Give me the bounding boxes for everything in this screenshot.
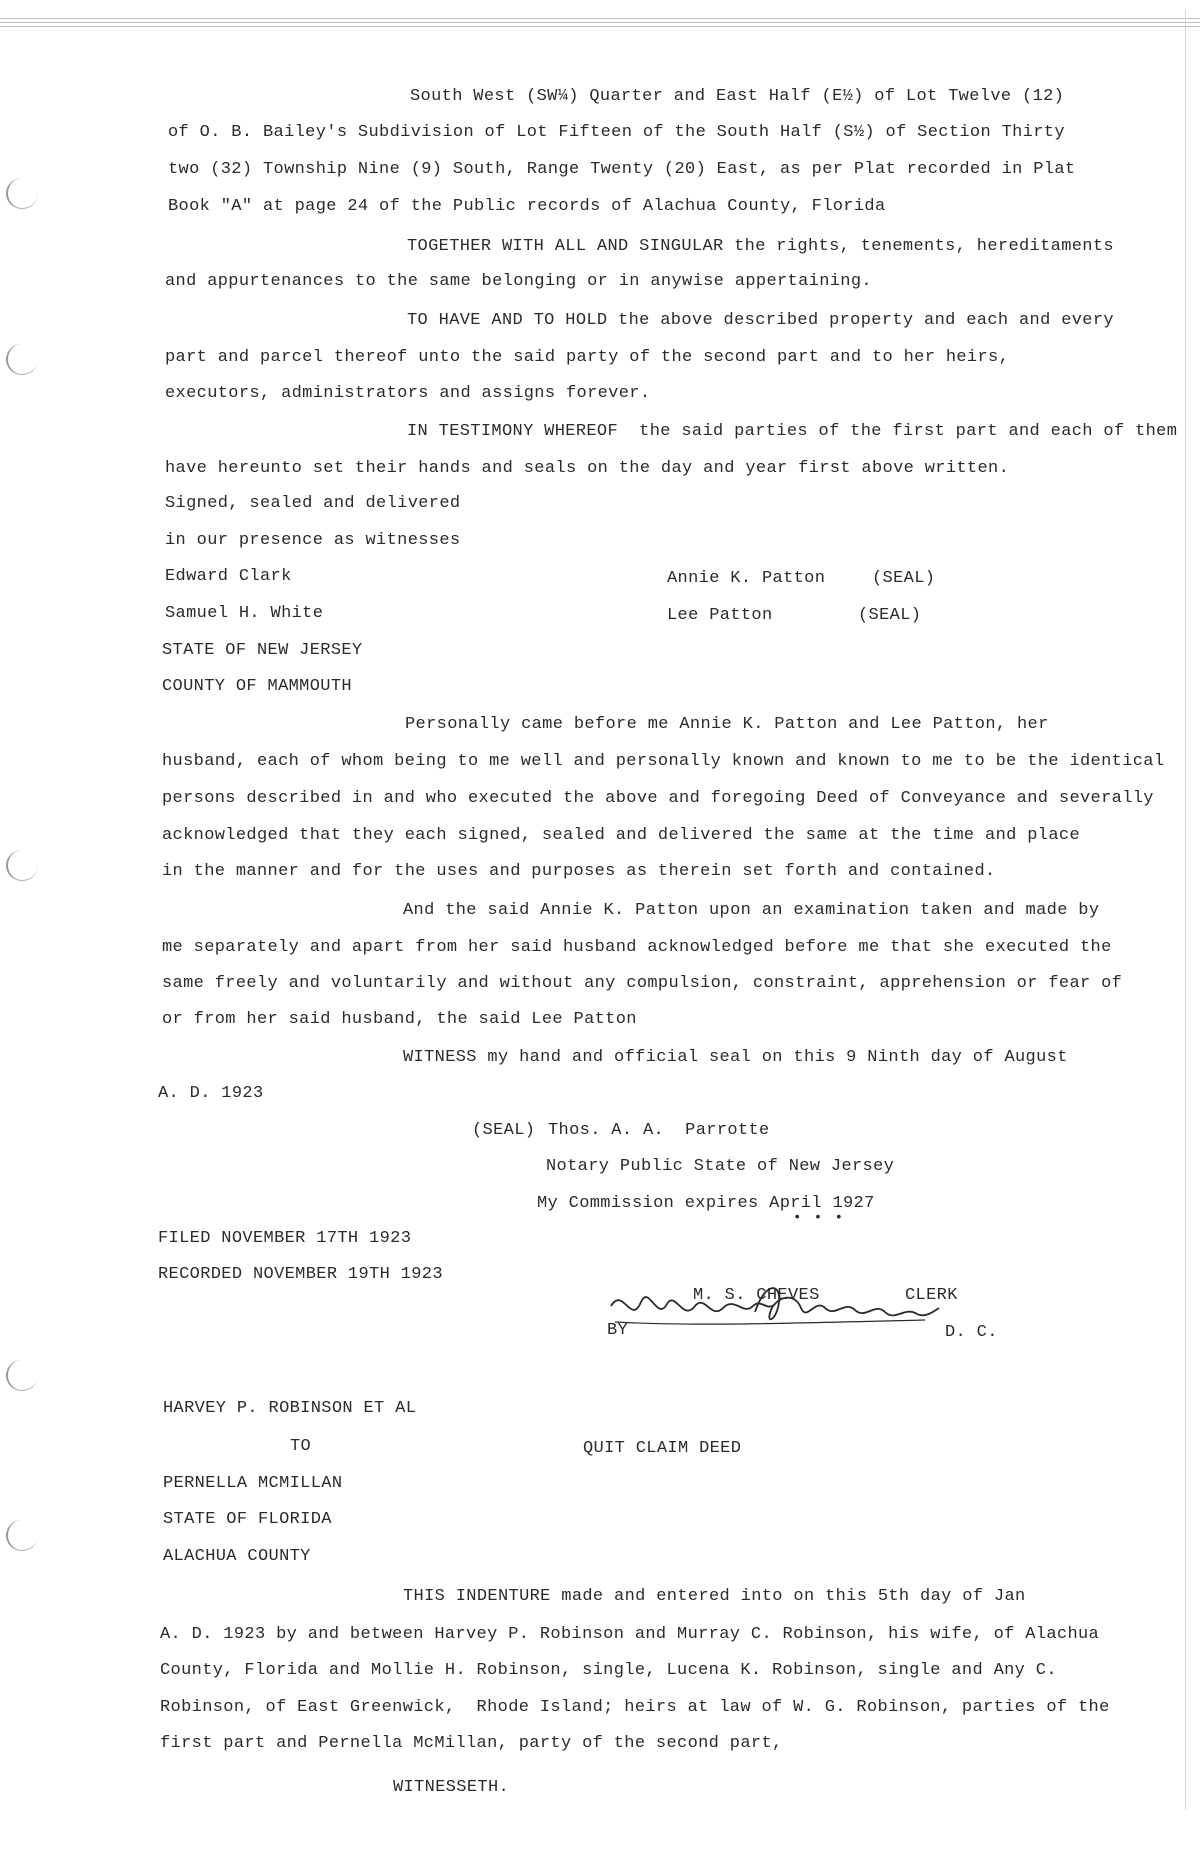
- acknowledgment-line: in the manner and for the uses and purposes as therein set forth and contained.: [162, 862, 996, 881]
- together-line: and appurtenances to the same belonging or in anywise appertaining.: [165, 272, 872, 291]
- notary-seal: (SEAL): [472, 1121, 536, 1140]
- binder-hole: [6, 850, 38, 881]
- notary-name: Thos. A. A. Parrotte: [548, 1121, 770, 1140]
- deputy-clerk-label: D. C.: [945, 1323, 998, 1342]
- venue-state: STATE OF FLORIDA: [163, 1510, 332, 1529]
- witness-date-line: A. D. 1923: [158, 1084, 264, 1103]
- venue-state: STATE OF NEW JERSEY: [162, 641, 363, 660]
- witness-hand-line: WITNESS my hand and official seal on this 9 Ninth day of August: [403, 1048, 1068, 1067]
- seal-mark: (SEAL): [872, 569, 936, 588]
- indenture-line: A. D. 1923 by and between Harvey P. Robinson and Murray C. Robinson, his wife, of Alachua: [160, 1625, 1100, 1644]
- testimony-line: have hereunto set their hands and seals on the day and year first above written.: [165, 459, 1010, 478]
- property-line: of O. B. Bailey's Subdivision of Lot Fifteen of the South Half (S½) of Section Thirty: [168, 123, 1065, 142]
- habendum-line: part and parcel thereof unto the said party of the second part and to her heirs,: [165, 348, 1010, 367]
- witness-name: Edward Clark: [165, 567, 292, 586]
- top-border-line: [0, 26, 1200, 27]
- notary-commission: My Commission expires April 1927: [537, 1194, 875, 1213]
- acknowledgment-line: husband, each of whom being to me well and personally known and known to me to be the identical: [162, 752, 1165, 771]
- seal-mark: (SEAL): [858, 606, 922, 625]
- examination-line: me separately and apart from her said husband acknowledged before me that she executed the: [162, 938, 1112, 957]
- top-border-line: [0, 18, 1200, 19]
- clerk-name: M. S. CHEVES: [693, 1286, 820, 1305]
- grantee-caption: PERNELLA MCMILLAN: [163, 1474, 343, 1493]
- acknowledgment-line: persons described in and who executed the above and foregoing Deed of Conveyance and severally: [162, 789, 1154, 808]
- examination-line: same freely and voluntarily and without any compulsion, constraint, apprehension or fear of: [162, 974, 1123, 993]
- notary-title: Notary Public State of New Jersey: [546, 1157, 895, 1176]
- binder-hole: [6, 1360, 38, 1391]
- habendum-line: TO HAVE AND TO HOLD the above described property and each and every: [407, 311, 1114, 330]
- testimony-line: IN TESTIMONY WHEREOF the said parties of the first part and each of them: [407, 422, 1178, 441]
- filed-stamp: FILED NOVEMBER 17TH 1923: [158, 1229, 412, 1248]
- indenture-line: County, Florida and Mollie H. Robinson, single, Lucena K. Robinson, single and Any C.: [160, 1661, 1057, 1680]
- examination-line: And the said Annie K. Patton upon an examination taken and made by: [403, 901, 1100, 920]
- property-line: two (32) Township Nine (9) South, Range Twenty (20) East, as per Plat recorded in Plat: [168, 160, 1076, 179]
- ornament-dots: • • •: [793, 1210, 846, 1226]
- by-label: BY: [607, 1321, 629, 1340]
- top-border-line: [0, 22, 1200, 23]
- indenture-line: Robinson, of East Greenwick, Rhode Island; heirs at law of W. G. Robinson, parties of the: [160, 1698, 1110, 1717]
- clerk-title: CLERK: [905, 1286, 958, 1305]
- indenture-line: first part and Pernella McMillan, party of the second part,: [160, 1734, 783, 1753]
- binder-hole: [6, 178, 38, 209]
- grantor-caption: HARVEY P. ROBINSON ET AL: [163, 1399, 417, 1418]
- acknowledgment-line: acknowledged that they each signed, sealed and delivered the same at the time and place: [162, 826, 1080, 845]
- grantor-signature: Annie K. Patton: [667, 569, 826, 588]
- witness-intro: Signed, sealed and delivered: [165, 494, 461, 513]
- indenture-line: THIS INDENTURE made and entered into on this 5th day of Jan: [403, 1587, 1026, 1606]
- document-type: QUIT CLAIM DEED: [583, 1439, 742, 1458]
- habendum-line: executors, administrators and assigns forever.: [165, 384, 651, 403]
- together-line: TOGETHER WITH ALL AND SINGULAR the rights, tenements, hereditaments: [407, 237, 1114, 256]
- binder-hole: [6, 344, 38, 375]
- grantor-signature: Lee Patton: [667, 606, 773, 625]
- to-caption: TO: [290, 1437, 312, 1456]
- venue-county: ALACHUA COUNTY: [163, 1547, 311, 1566]
- binder-hole: [6, 1520, 38, 1551]
- handwritten-signature: [605, 1282, 945, 1332]
- venue-county: COUNTY OF MAMMOUTH: [162, 677, 352, 696]
- acknowledgment-line: Personally came before me Annie K. Patton and Lee Patton, her: [405, 715, 1049, 734]
- property-line: Book "A" at page 24 of the Public records of Alachua County, Florida: [168, 197, 886, 216]
- recorded-stamp: RECORDED NOVEMBER 19TH 1923: [158, 1265, 443, 1284]
- property-line: South West (SW¼) Quarter and East Half (E½) of Lot Twelve (12): [410, 87, 1065, 106]
- witness-name: Samuel H. White: [165, 604, 324, 623]
- witnesseth-heading: WITNESSETH.: [393, 1778, 510, 1797]
- page-edge: [1185, 10, 1186, 1810]
- examination-line: or from her said husband, the said Lee Patton: [162, 1010, 637, 1029]
- witness-intro: in our presence as witnesses: [165, 531, 461, 550]
